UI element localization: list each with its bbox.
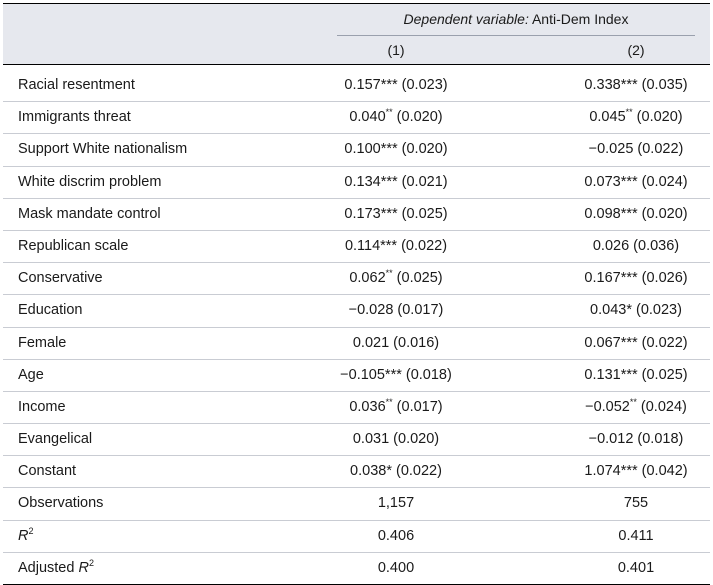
table-row — [3, 360, 710, 392]
row-label: Age — [18, 366, 44, 383]
cell-col1: 0.173*** (0.025) — [344, 205, 448, 222]
cell-col2: 1.074*** (0.042) — [584, 463, 688, 480]
row-label: Republican scale — [18, 237, 129, 254]
table-row — [3, 263, 710, 295]
cell-col1: 0.021 (0.016) — [352, 334, 440, 351]
cell-col1: 0.031 (0.020) — [352, 431, 440, 448]
column-header-1: (1) — [387, 42, 405, 58]
cell-col2: 0.167*** (0.026) — [584, 270, 688, 287]
table-row — [3, 134, 710, 166]
cell-col2: 0.067*** (0.022) — [584, 334, 688, 351]
row-label: Evangelical — [18, 431, 93, 448]
table-row — [3, 231, 710, 263]
row-label — [18, 525, 34, 544]
dependent-variable-name: Anti-Dem Index — [531, 11, 629, 27]
cell-col1: 0.400 — [377, 559, 415, 576]
table-row-adjusted-r2 — [3, 553, 710, 585]
cell-col1: 0.040** (0.020) — [349, 107, 443, 126]
header-bottom-rule — [3, 64, 710, 65]
cell-col2: −0.052** (0.024) — [585, 397, 687, 415]
row-label: Constant — [18, 463, 77, 480]
table-row — [3, 424, 710, 456]
row-label: Immigrants threat — [18, 109, 131, 126]
cell-col1: 0.036** (0.017) — [349, 397, 443, 415]
adj-r2-symbol: R — [78, 559, 89, 576]
table-row — [3, 102, 710, 134]
cell-col2: 0.411 — [618, 527, 654, 544]
cell-col1: 0.100*** (0.020) — [344, 141, 448, 158]
adj-r2-superscript: 2 — [88, 557, 94, 568]
row-label: Conservative — [18, 270, 103, 287]
r2-symbol: R — [18, 527, 29, 544]
row-label: Observations — [18, 495, 104, 512]
dependent-variable-label — [337, 11, 695, 27]
row-label: Female — [18, 334, 67, 351]
table-header — [3, 3, 710, 64]
cell-col2: 0.338*** (0.035) — [584, 77, 688, 93]
row-label — [18, 557, 94, 576]
cell-col1: 0.114*** (0.022) — [344, 237, 448, 254]
row-label: Income — [18, 398, 66, 415]
cell-col1: 0.134*** (0.021) — [344, 173, 448, 190]
row-label: Mask mandate control — [18, 205, 161, 222]
table-row-r2 — [3, 521, 710, 553]
row-label: Racial resentment — [18, 77, 135, 93]
cell-col2: −0.012 (0.018) — [588, 431, 684, 448]
cell-col1: −0.105*** (0.018) — [340, 366, 452, 383]
table-row — [3, 488, 710, 520]
cell-col2: 0.043* (0.023) — [590, 302, 682, 319]
table-row — [3, 328, 710, 360]
cell-col2: −0.025 (0.022) — [588, 141, 684, 158]
cell-col1: 0.062** (0.025) — [349, 268, 443, 287]
row-label: Education — [18, 302, 83, 319]
cell-col2: 0.026 (0.036) — [592, 237, 680, 254]
adjusted-prefix: Adjusted — [18, 559, 79, 576]
table-row — [3, 199, 710, 231]
cell-col1: −0.028 (0.017) — [348, 302, 444, 319]
cell-col1: 0.157*** (0.023) — [344, 77, 448, 93]
row-label: White discrim problem — [18, 173, 162, 190]
regression-table — [3, 3, 710, 585]
cell-col2: 0.045** (0.020) — [589, 107, 683, 126]
cell-col2: 0.098*** (0.020) — [584, 205, 688, 222]
cell-col1: 0.038* (0.022) — [350, 463, 442, 480]
cell-col2: 755 — [623, 495, 649, 512]
cell-col1: 0.406 — [377, 527, 415, 544]
column-header-2: (2) — [627, 42, 645, 58]
table-row — [3, 295, 710, 327]
row-label: Support White nationalism — [18, 141, 188, 158]
header-rule — [337, 35, 695, 36]
table-row — [3, 167, 710, 199]
cell-col2: 0.131*** (0.025) — [584, 366, 688, 383]
table-row — [3, 392, 710, 424]
dependent-variable-prefix: Dependent variable: — [403, 11, 529, 27]
r2-superscript: 2 — [28, 525, 34, 536]
cell-col2: 0.401 — [617, 559, 655, 576]
table-body — [3, 70, 710, 585]
table-row — [3, 70, 710, 102]
cell-col1: 1,157 — [377, 495, 415, 512]
cell-col2: 0.073*** (0.024) — [584, 173, 688, 190]
table-row — [3, 456, 710, 488]
